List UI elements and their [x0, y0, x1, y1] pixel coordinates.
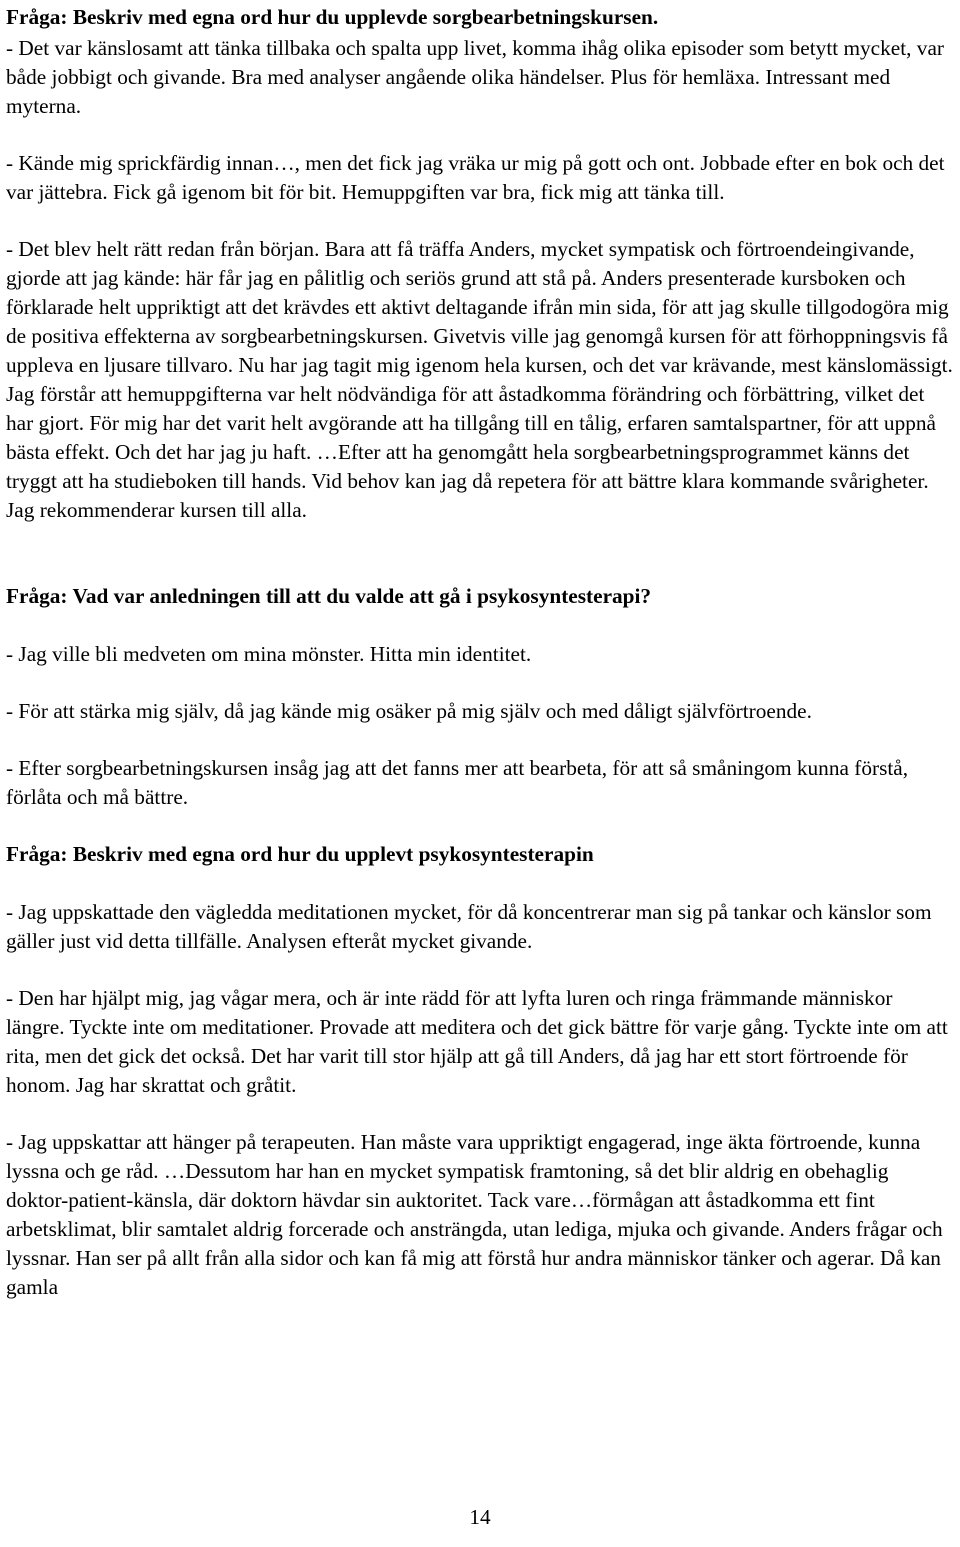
answer-paragraph: - Kände mig sprickfärdig innan…, men det fick jag vräka ur mig på gott och ont. Jobbade efter en bok och det var jättebra. Fick gå igenom bit för bit. Hemuppgiften var bra, fick mig att tänka till. — [6, 151, 945, 204]
question-heading: Fråga: Vad var anledningen till att du valde att gå i psykosyntesterapi? — [6, 584, 652, 608]
answer-paragraph: - Den har hjälpt mig, jag vågar mera, och är inte rädd för att lyfta luren och ringa främmande människor längre. Tyckte inte om meditationer. Provade att meditera och det gick bättre för varje gång. Tyckte inte om att rita, men det gick det också. Det har varit till stor hjälp att gå till Anders, då jag har ett stort förtroende för honom. Jag har skrattat och gråtit. — [6, 986, 948, 1097]
answer-paragraph: - Jag uppskattar att hänger på terapeuten. Han måste vara uppriktigt engagerad, inge äkta förtroende, kunna lyssna och ge råd. …Dessutom har han en mycket sympatisk framtoning, så det blir aldrig en obehaglig doktor-patient-känsla, där doktorn hävdar sin auktoritet. Tack vare…förmågan att åstadkomma ett fint arbetsklimat, blir samtalet aldrig forcerade och ansträngda, utan lediga, mjuka och givande. Anders frågar och lyssnar. Han ser på allt från alla sidor och kan få mig att förstå hur andra människor tänker och agerar. Då kan gamla — [6, 1130, 943, 1299]
document-page — [6, 0, 956, 1302]
question-heading: Fråga: Beskriv med egna ord hur du upplevde sorgbearbetningskursen. — [6, 5, 659, 29]
question-heading: Fråga: Beskriv med egna ord hur du upplevt psykosyntesterapin — [6, 842, 594, 866]
answer-paragraph: - Jag ville bli medveten om mina mönster. Hitta min identitet. — [6, 642, 532, 666]
answer-paragraph: - För att stärka mig själv, då jag kände mig osäker på mig själv och med dåligt självförtroende. — [6, 699, 812, 723]
answer-paragraph: - Efter sorgbearbetningskursen insåg jag att det fanns mer att bearbeta, för att så småningom kunna förstå, förlåta och må bättre. — [6, 756, 909, 809]
page-number: 14 — [469, 1505, 491, 1529]
answer-paragraph: - Det blev helt rätt redan från början. Bara att få träffa Anders, mycket sympatisk och förtroendeingivande, gjorde att jag kände: här får jag en pålitlig och seriös grund att stå på. Anders presenterade kursboken och förklarade helt uppriktigt att det krävdes ett aktivt deltagande ifrån min sida, för att jag skulle tillgodogöra mig de positiva effekterna av sorgbearbetningskursen. Givetvis ville jag genomgå kursen för att förhoppningsvis få uppleva en ljusare tillvaro. Nu har jag tagit mig igenom hela kursen, och det var krävande, mest känslomässigt. Jag förstår att hemuppgifterna var helt nödvändiga för att åstadkomma förändring och förbättring, vilket det har gjort. För mig har det varit helt avgörande att ha tillgång till en tålig, erfaren samtalspartner, för att uppnå bästa effekt. Och det har jag ju haft. …Efter att ha genomgått hela sorgbearbetningsprogrammet känns det tryggt att ha studieboken till hands. Vid behov kan jag då repetera för att bättre klara kommande svårigheter. Jag rekommenderar kursen till alla. — [6, 237, 953, 522]
answer-paragraph: - Jag uppskattade den vägledda meditationen mycket, för då koncentrerar man sig på tankar och känslor som gäller just vid detta tillfälle. Analysen efteråt mycket givande. — [6, 900, 932, 953]
answer-paragraph: - Det var känslosamt att tänka tillbaka och spalta upp livet, komma ihåg olika episoder som betytt mycket, var både jobbigt och givande. Bra med analyser angående olika händelser. Plus för hemläxa. Intressant med myterna. — [6, 36, 944, 118]
